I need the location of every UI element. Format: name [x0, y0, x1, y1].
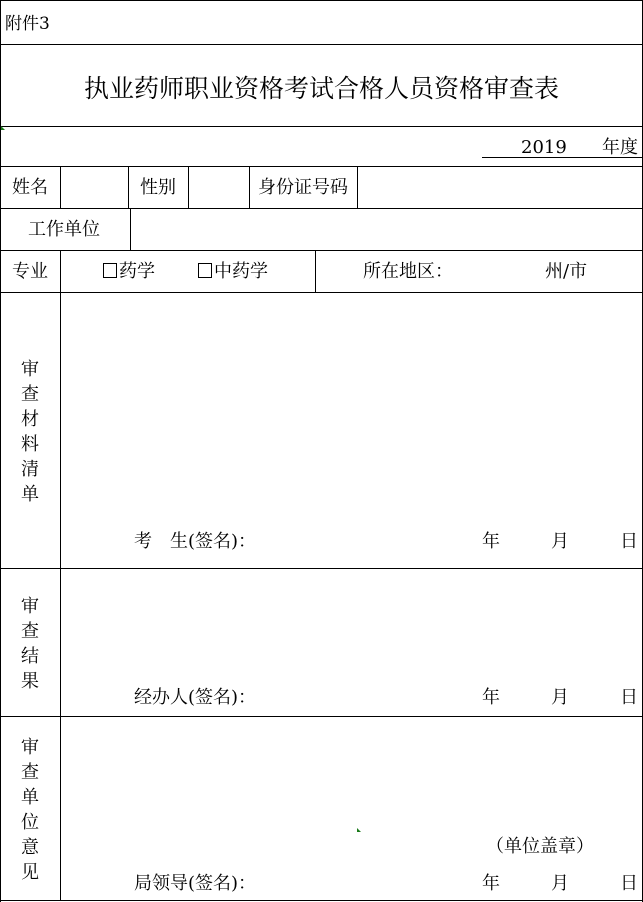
- year-suffix: 年度: [602, 137, 638, 158]
- option-pharmacy-label: 药学: [119, 261, 155, 282]
- materials-day: 日: [620, 531, 638, 552]
- line-under-attachment: [0, 44, 642, 45]
- vline-name-value: [128, 166, 129, 208]
- border-bottom: [0, 900, 642, 901]
- work-field[interactable]: [131, 209, 641, 249]
- materials-field[interactable]: [61, 293, 642, 523]
- opinion-signer: 局领导(签名)：: [134, 873, 257, 894]
- result-month: 月: [551, 687, 569, 708]
- gender-field[interactable]: [189, 167, 248, 207]
- result-label: 审查结果: [21, 596, 39, 692]
- id-field[interactable]: [358, 167, 641, 207]
- vline-region: [315, 250, 316, 292]
- option-pharmacy[interactable]: [103, 262, 155, 282]
- result-field[interactable]: [61, 569, 642, 679]
- name-field[interactable]: [61, 167, 127, 207]
- major-label: 专业: [12, 261, 48, 282]
- result-signer: 经办人(签名)：: [134, 687, 257, 708]
- region-field[interactable]: [450, 254, 540, 288]
- materials-year: 年: [482, 531, 500, 552]
- attachment-label: 附件3: [5, 14, 50, 34]
- name-label: 姓名: [12, 177, 48, 198]
- line-under-title: [0, 126, 642, 127]
- result-year: 年: [482, 687, 500, 708]
- year-value: 2019: [521, 137, 567, 158]
- form-title: 执业药师职业资格考试合格人员资格审查表: [83, 74, 559, 103]
- vline-major: [60, 250, 61, 292]
- opinion-year: 年: [482, 873, 500, 894]
- opinion-stamp: （单位盖章）: [486, 836, 594, 857]
- opinion-month: 月: [551, 873, 569, 894]
- checkbox-pharmacy[interactable]: [103, 263, 117, 278]
- cell-inner-mark: [357, 828, 361, 832]
- opinion-day: 日: [620, 873, 638, 894]
- result-day: 日: [620, 687, 638, 708]
- region-label: 所在地区：: [363, 261, 453, 282]
- vline-gender-value: [249, 166, 250, 208]
- materials-month: 月: [551, 531, 569, 552]
- opinion-label: 审查单位意见: [21, 737, 39, 883]
- border-top: [0, 0, 642, 1]
- id-label: 身份证号码: [258, 177, 348, 198]
- region-suffix: 州/市: [545, 261, 588, 282]
- checkbox-tcm[interactable]: [198, 263, 212, 278]
- work-label: 工作单位: [28, 219, 100, 240]
- border-left: [0, 0, 1, 902]
- materials-label: 审查材料清单: [21, 359, 39, 505]
- materials-signer: 考 生(签名)：: [134, 531, 257, 552]
- opinion-field[interactable]: [61, 717, 642, 827]
- option-tcm-label: 中药学: [214, 261, 268, 282]
- gender-label: 性别: [140, 177, 176, 198]
- option-tcm[interactable]: [198, 262, 268, 282]
- line-under-work: [0, 250, 642, 251]
- cell-corner-mark: [1, 126, 5, 130]
